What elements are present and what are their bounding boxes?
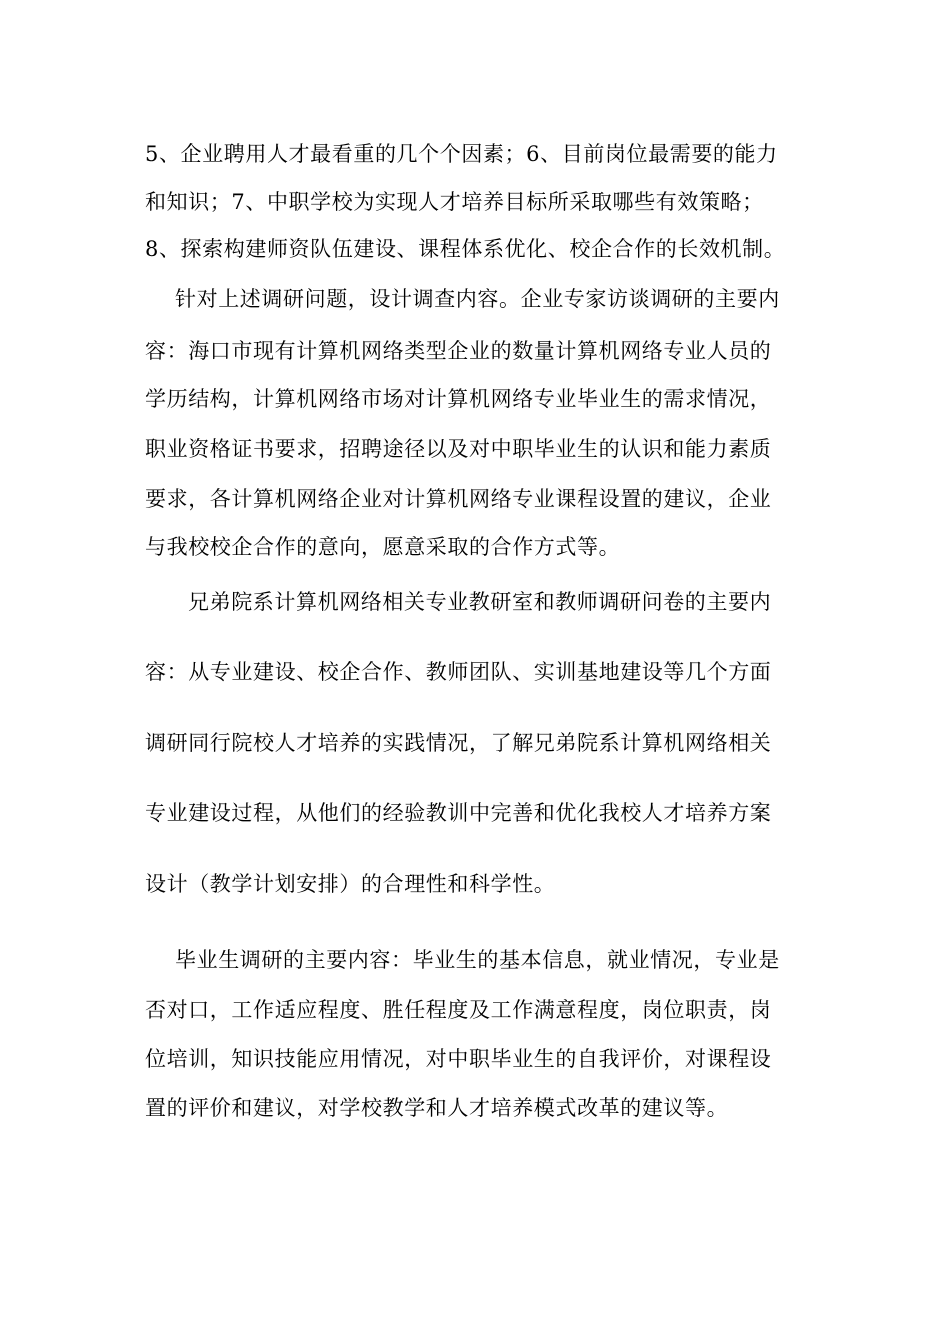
paragraph-2-line-6: 与我校校企合作的意向，愿意采取的合作方式等。	[145, 535, 621, 559]
paragraph-1-line-1: 5、企业聘用人才最看重的几个个因素；6、目前岗位最需要的能力	[145, 142, 778, 166]
paragraph-4-line-2: 否对口，工作适应程度、胜任程度及工作满意程度，岗位职责，岗	[145, 998, 772, 1022]
paragraph-4-line-1: 毕业生调研的主要内容：毕业生的基本信息，就业情况，专业是	[175, 948, 780, 972]
paragraph-1-line-2: 和知识；7、中职学校为实现人才培养目标所采取哪些有效策略；	[145, 190, 764, 214]
paragraph-3-line-4: 专业建设过程，从他们的经验教训中完善和优化我校人才培养方案	[145, 801, 772, 825]
paragraph-3-line-5: 设计（教学计划安排）的合理性和科学性。	[145, 872, 556, 896]
paragraph-3-line-3: 调研同行院校人才培养的实践情况，了解兄弟院系计算机网络相关	[145, 731, 772, 755]
paragraph-3-line-1: 兄弟院系计算机网络相关专业教研室和教师调研问卷的主要内	[188, 590, 772, 614]
paragraph-1-line-3: 8、探索构建师资队伍建设、课程体系优化、校企合作的长效机制。	[145, 237, 786, 261]
paragraph-3-line-2: 容：从专业建设、校企合作、教师团队、实训基地建设等几个方面	[145, 660, 772, 684]
paragraph-2-line-4: 职业资格证书要求，招聘途径以及对中职毕业生的认识和能力素质	[145, 437, 772, 461]
paragraph-2-line-3: 学历结构，计算机网络市场对计算机网络专业毕业生的需求情况，	[145, 387, 772, 411]
paragraph-2-line-2: 容：海口市现有计算机网络类型企业的数量计算机网络专业人员的	[145, 339, 772, 363]
paragraph-4-line-4: 置的评价和建议，对学校教学和人才培养模式改革的建议等。	[145, 1096, 729, 1120]
paragraph-2-line-1: 针对上述调研问题，设计调查内容。企业专家访谈调研的主要内	[175, 287, 780, 311]
paragraph-2-line-5: 要求，各计算机网络企业对计算机网络专业课程设置的建议，企业	[145, 487, 772, 511]
paragraph-4-line-3: 位培训，知识技能应用情况，对中职毕业生的自我评价，对课程设	[145, 1047, 772, 1071]
